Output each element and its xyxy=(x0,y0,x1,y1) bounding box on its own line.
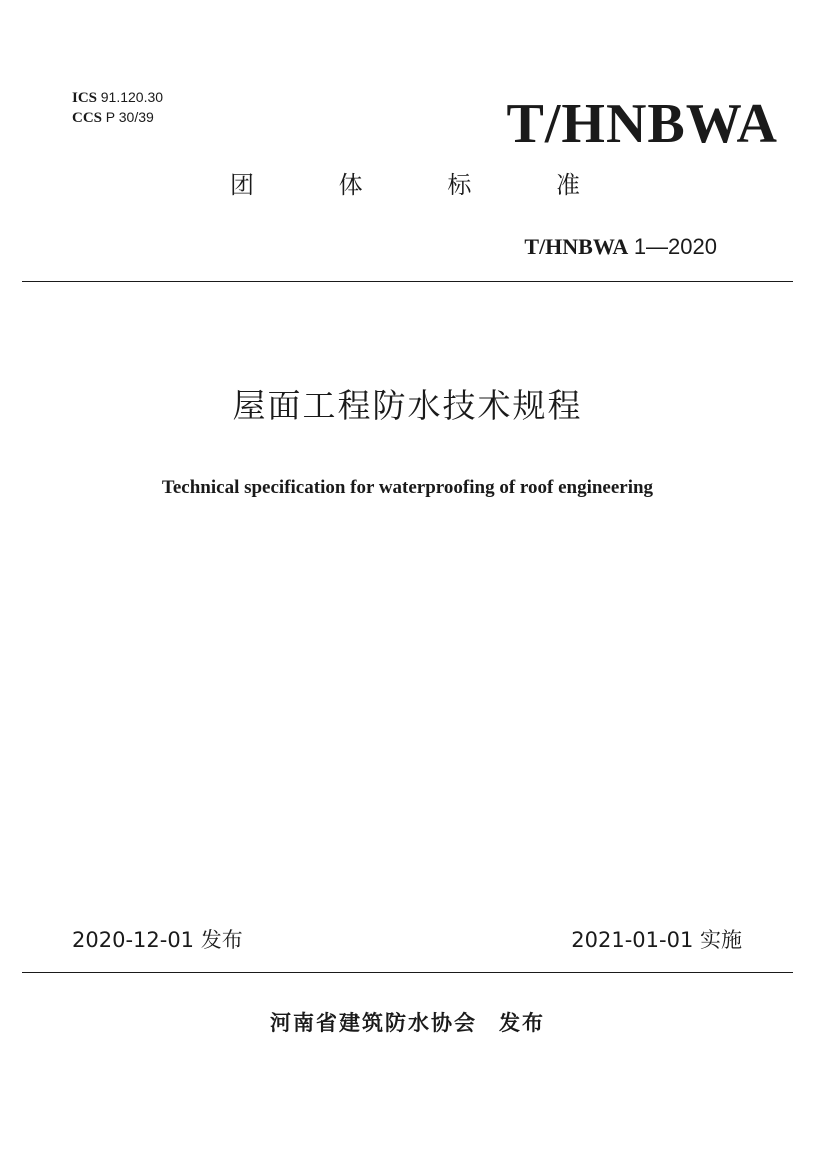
title-english: Technical specification for waterproofing of roof engineering xyxy=(161,477,654,498)
title-chinese: 屋面工程防水技术规程 xyxy=(232,386,583,425)
standard-number-value: 1—2020 xyxy=(633,234,717,259)
ics-value: 91.120.30 xyxy=(100,89,164,105)
ccs-label: CCS xyxy=(72,110,103,126)
publisher-name: 河南省建筑防水协会 xyxy=(270,1011,477,1035)
ics-label: ICS xyxy=(72,90,98,106)
publisher-action: 发布 xyxy=(499,1011,545,1035)
classification-codes xyxy=(72,88,163,128)
standard-type-char: 团 xyxy=(230,171,254,199)
standard-mark: T/HNBWA xyxy=(506,93,778,155)
issue-date: 2020-12-01 发布 xyxy=(72,928,243,952)
standard-number-prefix: T/HNBWA xyxy=(524,234,629,259)
publisher xyxy=(0,1008,815,1038)
standard-number xyxy=(524,233,717,261)
standard-type xyxy=(230,170,580,200)
bottom-divider xyxy=(22,972,793,973)
ics-code-line xyxy=(72,88,163,108)
standard-type-char: 标 xyxy=(447,171,472,199)
standard-type-char: 体 xyxy=(338,171,363,199)
ccs-code-line xyxy=(72,108,163,128)
implementation-date: 2021-01-01 实施 xyxy=(571,928,742,952)
top-divider xyxy=(22,281,793,282)
standard-type-char: 准 xyxy=(555,171,580,199)
ccs-value: P 30/39 xyxy=(105,109,154,125)
